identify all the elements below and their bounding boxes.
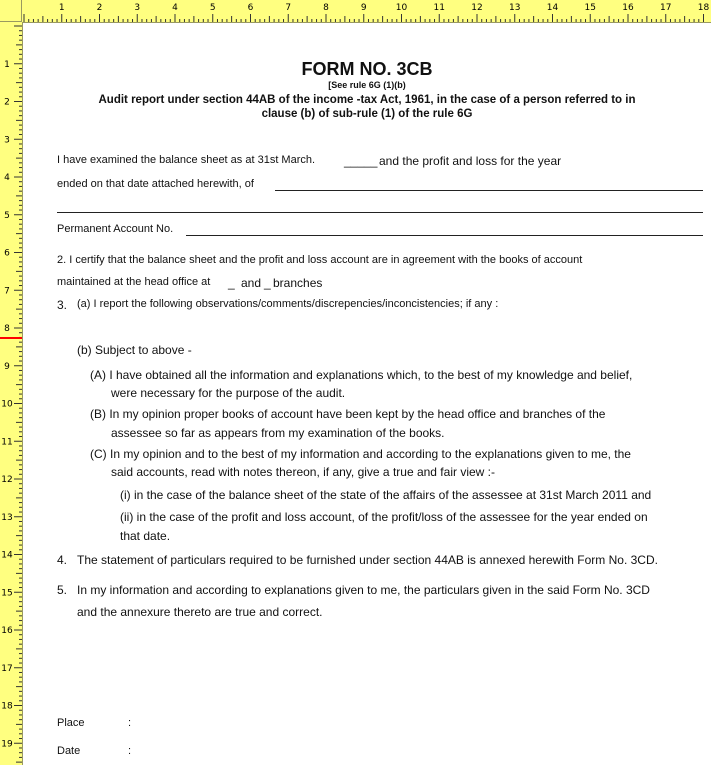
- ruler-number: 12: [1, 475, 13, 485]
- vertical-ruler-ticks: [0, 22, 22, 765]
- ruler-number: 2: [96, 3, 103, 13]
- item2-and: and: [241, 276, 262, 290]
- ruler-number: 1: [58, 3, 65, 13]
- item3b-A-line1: (A) I have obtained all the information and explanations which, to the best of my knowledge and belief,: [90, 368, 633, 382]
- ruler-number: 13: [1, 512, 13, 523]
- item3b-C-i: (i) in the case of the balance sheet of the state of the affairs of the assessee at 31st March 2011 and: [120, 488, 652, 502]
- place-label: Place: [57, 717, 85, 729]
- ruler-number: 5: [4, 210, 10, 221]
- item3-number: 3.: [57, 298, 68, 312]
- item3a-text: (a) I report the following observations/comments/discrepencies/inconcistencies; if any :: [77, 298, 499, 310]
- ruler-number: 9: [4, 361, 10, 372]
- horizontal-ruler-ticks: [0, 0, 711, 22]
- form-title: FORM NO. 3CB: [301, 59, 433, 79]
- ruler-number: 15: [1, 588, 13, 599]
- branches-blank[interactable]: _: [264, 276, 271, 290]
- document-page: [23, 23, 711, 765]
- ruler-number: 9: [360, 3, 367, 13]
- heading-line-1: Audit report under section 44AB of the income -tax Act, 1961, in the case of a person referred to in: [98, 94, 636, 106]
- ruler-number: 8: [4, 324, 10, 334]
- ruler-number: 10: [395, 3, 408, 13]
- item2-line1: 2. I certify that the balance sheet and the profit and loss account are in agreement with the books of account: [57, 254, 583, 266]
- ruler-number: 16: [1, 626, 13, 636]
- pan-input-line[interactable]: [186, 235, 703, 236]
- item3b-A-line2: were necessary for the purpose of the audit.: [111, 386, 346, 400]
- ruler-number: 17: [1, 663, 13, 674]
- ruler-number: 14: [1, 550, 13, 561]
- head-office-blank[interactable]: _: [228, 276, 235, 290]
- para1-text: I have examined the balance sheet as at 31st March.: [57, 154, 316, 166]
- vertical-ruler[interactable]: [0, 22, 23, 765]
- ruler-number: 4: [172, 3, 178, 13]
- item5-line2: and the annexure thereto are true and correct.: [77, 605, 323, 619]
- ruler-number: 19: [1, 739, 13, 750]
- item4-text: The statement of particulars required to be furnished under section 44AB is annexed herewith Form No. 3CD.: [77, 553, 658, 567]
- item3b-C-line2: said accounts, read with notes thereon, if any, give a true and fair view :-: [111, 465, 495, 479]
- ruler-number: 2: [4, 97, 10, 108]
- assessee-name-line[interactable]: [275, 190, 703, 191]
- ruler-number: 11: [433, 3, 445, 13]
- ruler-cursor-marker: [0, 337, 22, 339]
- horizontal-ruler[interactable]: [0, 0, 711, 23]
- date-colon: :: [128, 745, 132, 757]
- ruler-number: 8: [323, 3, 329, 13]
- ruler-number: 10: [1, 399, 13, 410]
- item4-number: 4.: [57, 553, 68, 567]
- heading-line-2: clause (b) of sub-rule (1) of the rule 6G: [261, 108, 473, 120]
- item5-line1: In my information and according to explanations given to me, the particulars given in the said Form No. 3CD: [77, 583, 650, 597]
- ruler-number: 12: [471, 3, 483, 13]
- address-line[interactable]: [57, 212, 703, 213]
- pan-label: Permanent Account No.: [57, 223, 174, 235]
- item2-line2: maintained at the head office at: [57, 276, 211, 288]
- date-label: Date: [57, 745, 81, 757]
- ruler-number: 7: [4, 286, 10, 297]
- item5-number: 5.: [57, 583, 68, 597]
- item3b-C-ii-line2: that date.: [120, 529, 171, 543]
- item2-branches: branches: [273, 276, 323, 290]
- ruler-number: 11: [1, 437, 13, 448]
- ruler-corner: [0, 0, 22, 22]
- item3b-B-line2: assessee so far as appears from my examination of the books.: [111, 426, 445, 440]
- ruler-number: 4: [4, 173, 10, 183]
- ruler-number: 6: [247, 3, 254, 13]
- item3b-text: (b) Subject to above -: [77, 343, 192, 357]
- ruler-number: 3: [134, 3, 141, 13]
- ruler-number: 5: [209, 3, 216, 13]
- ruler-number: 18: [697, 3, 710, 13]
- para1-line2: ended on that date attached herewith, of: [57, 178, 254, 190]
- item3b-C-ii-line1: (ii) in the case of the profit and loss account, of the profit/loss of the assessee for the year ended on: [120, 510, 648, 524]
- ruler-number: 16: [622, 3, 634, 13]
- ruler-number: 3: [4, 135, 10, 146]
- ruler-number: 7: [285, 3, 292, 13]
- item3b-C-line1: (C) In my opinion and to the best of my information and according to the explanations given to me, the: [90, 447, 631, 461]
- rule-reference: [See rule 6G (1)(b): [328, 80, 406, 90]
- ruler-number: 17: [660, 3, 672, 13]
- ruler-number: 6: [4, 248, 10, 259]
- ruler-number: 15: [584, 3, 596, 13]
- place-colon: :: [128, 717, 132, 729]
- ruler-number: 18: [1, 701, 13, 712]
- ruler-number: 14: [546, 3, 559, 13]
- para1-tail: and the profit and loss for the year: [379, 154, 562, 168]
- item3b-B-line1: (B) In my opinion proper books of account have been kept by the head office and branches of the: [90, 407, 606, 421]
- para1-year-blank[interactable]: _____: [344, 154, 378, 168]
- ruler-number: 13: [509, 3, 521, 13]
- ruler-number: 1: [4, 59, 10, 70]
